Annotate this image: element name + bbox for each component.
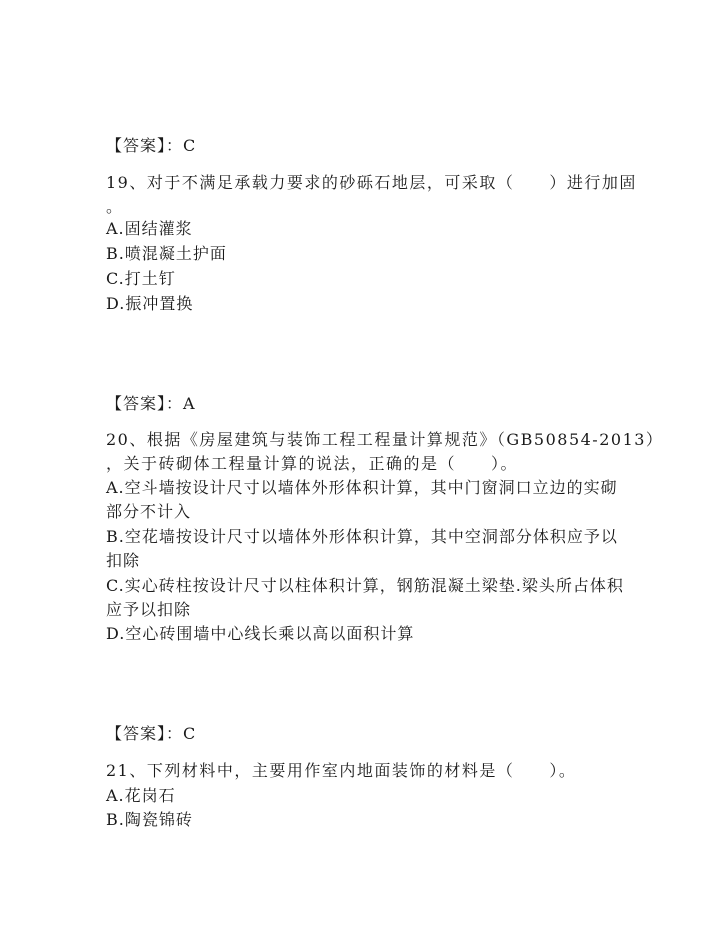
option-a: A.花岗石 <box>106 786 176 805</box>
option-b: B.喷混凝土护面 <box>106 244 227 263</box>
question-text-line: 20、根据《房屋建筑与装饰工程工程量计算规范》（GB50854-2013） <box>106 430 664 449</box>
option-b: B.空花墙按设计尺寸以墙体外形体积计算，其中空洞部分体积应予以 <box>106 527 618 546</box>
option-d: D.空心砖围墙中心线长乘以高以面积计算 <box>106 624 415 643</box>
option-a: A.空斗墙按设计尺寸以墙体外形体积计算，其中门窗洞口立边的实砌 <box>106 478 618 497</box>
answer-label: 【答案】：C <box>106 136 197 155</box>
option-c-continued: 应予以扣除 <box>106 600 192 619</box>
option-d: D.振冲置换 <box>106 294 194 313</box>
question-text-line: 21、下列材料中，主要用作室内地面装饰的材料是（ ）。 <box>106 761 577 780</box>
option-a: A.固结灌浆 <box>106 219 193 238</box>
option-b: B.陶瓷锦砖 <box>106 810 193 829</box>
option-a-continued: 部分不计入 <box>106 502 192 521</box>
question-text-line: 19、对于不满足承载力要求的砂砾石地层，可采取（ ）进行加固 <box>106 173 637 192</box>
option-c: C.打土钉 <box>106 269 176 288</box>
answer-label: 【答案】：C <box>106 724 197 743</box>
question-text-line: ，关于砖砌体工程量计算的说法，正确的是（ ）。 <box>106 454 519 473</box>
option-c: C.实心砖柱按设计尺寸以柱体积计算，钢筋混凝土梁垫.梁头所占体积 <box>106 576 624 595</box>
question-text-line: 。 <box>106 197 124 216</box>
answer-label: 【答案】：A <box>106 394 196 413</box>
option-b-continued: 扣除 <box>106 551 141 570</box>
